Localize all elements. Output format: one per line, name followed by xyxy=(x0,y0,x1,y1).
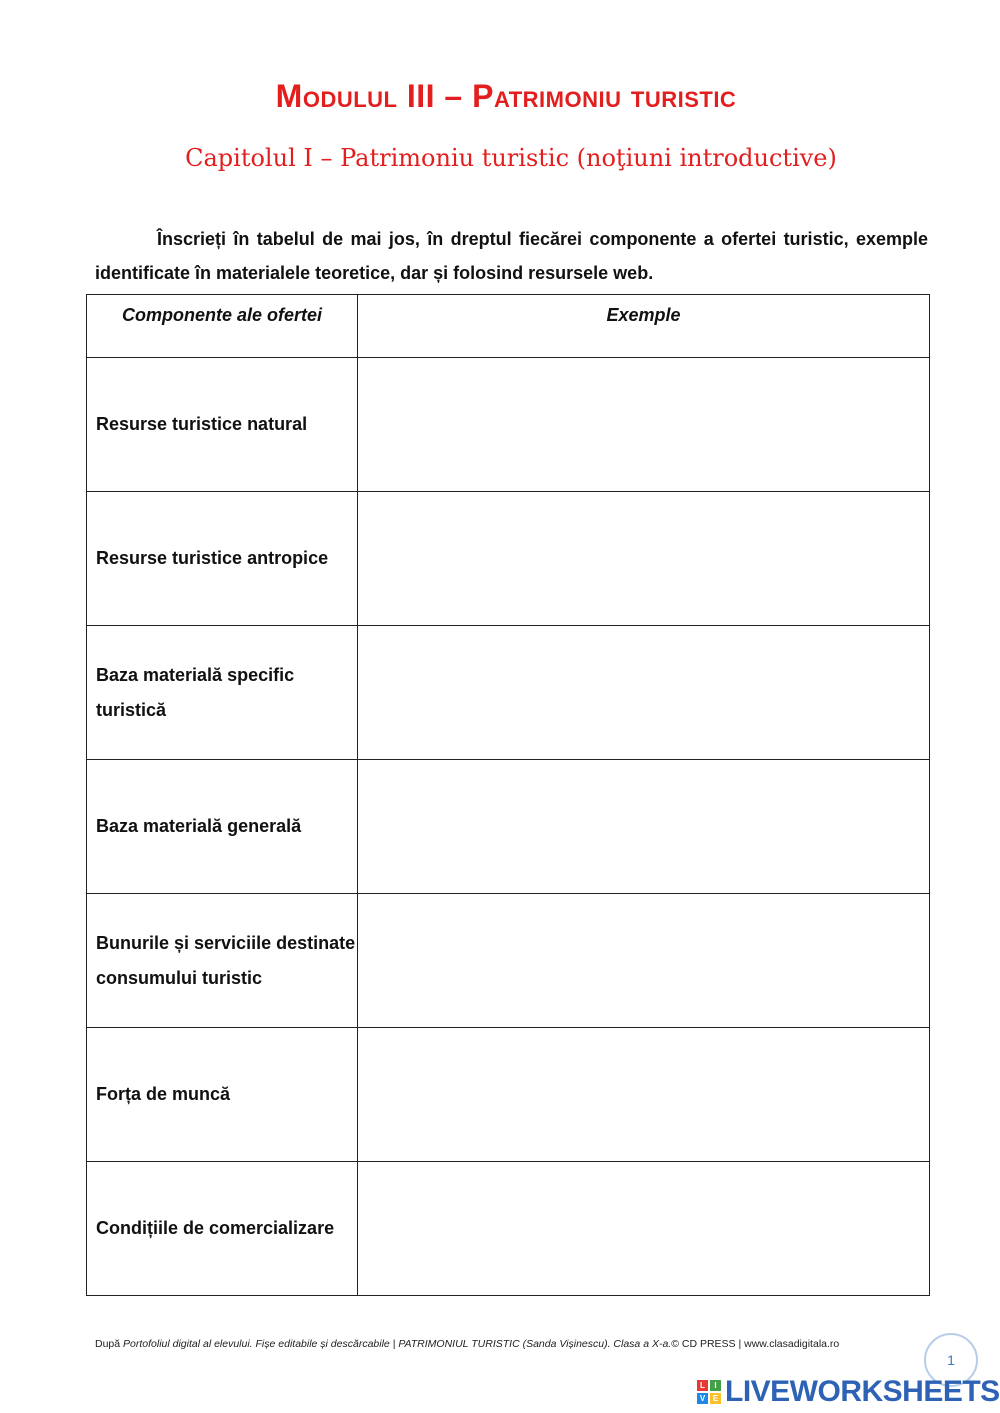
row-label: Forța de muncă xyxy=(87,1028,358,1162)
table-header-row xyxy=(87,295,930,358)
table-row xyxy=(87,492,930,626)
row-label: Condițiile de comercializare xyxy=(87,1162,358,1296)
table-row xyxy=(87,358,930,492)
example-input[interactable] xyxy=(358,358,929,491)
example-input[interactable] xyxy=(358,760,929,893)
logo-tile: I xyxy=(710,1380,721,1391)
table-row xyxy=(87,1028,930,1162)
table-row xyxy=(87,760,930,894)
logo-tile: E xyxy=(710,1393,721,1404)
instructions-text: Înscrieți în tabelul de mai jos, în dreptul fiecărei componente a ofertei turistic, exemple identificate în materialele teoretice, dar și folosind resursele web. xyxy=(95,229,928,283)
example-input[interactable] xyxy=(358,894,929,1027)
table-row xyxy=(87,894,930,1028)
row-label: Baza materială specific turistică xyxy=(87,626,358,760)
logo-tile: L xyxy=(697,1380,708,1391)
table-row xyxy=(87,626,930,760)
footer-copyright: © CD PRESS | www.clasadigitala.ro xyxy=(671,1338,840,1350)
brand-logo-icon xyxy=(697,1380,721,1404)
example-cell xyxy=(358,626,930,760)
example-input[interactable] xyxy=(358,1162,929,1295)
footer-prefix: După xyxy=(95,1338,124,1350)
footer-source: Portofoliul digital al elevului. Fișe editabile și descărcabile | PATRIMONIUL TURISTIC (Sanda Vișinescu). Clasa a X-a. xyxy=(123,1338,672,1350)
example-input[interactable] xyxy=(358,492,929,625)
page-title: Modulul III – Patrimoniu turistic xyxy=(275,78,737,114)
page-number-badge: 1 xyxy=(924,1333,978,1387)
row-label: Resurse turistice antropice xyxy=(87,492,358,626)
header-components: Componente ale ofertei xyxy=(87,295,358,358)
liveworksheets-brand[interactable] xyxy=(697,1374,1000,1410)
logo-tile: V xyxy=(697,1393,708,1404)
example-cell xyxy=(358,1162,930,1296)
example-cell xyxy=(358,492,930,626)
example-input[interactable] xyxy=(358,1028,929,1161)
brand-name: LIVEWORKSHEETS xyxy=(725,1375,1000,1408)
row-label: Bunurile și serviciile destinate consumului turistic xyxy=(87,894,358,1028)
header-examples: Exemple xyxy=(358,295,930,358)
example-cell xyxy=(358,894,930,1028)
table-row xyxy=(87,1162,930,1296)
row-label: Resurse turistice natural xyxy=(87,358,358,492)
example-cell xyxy=(358,358,930,492)
example-input[interactable] xyxy=(358,626,929,759)
chapter-subtitle: Capitolul I – Patrimoniu turistic (noţiuni introductive) xyxy=(185,144,837,172)
example-cell xyxy=(358,1028,930,1162)
row-label: Baza materială generală xyxy=(87,760,358,894)
footer-credit xyxy=(95,1338,839,1350)
offer-components-table xyxy=(86,294,930,1296)
example-cell xyxy=(358,760,930,894)
